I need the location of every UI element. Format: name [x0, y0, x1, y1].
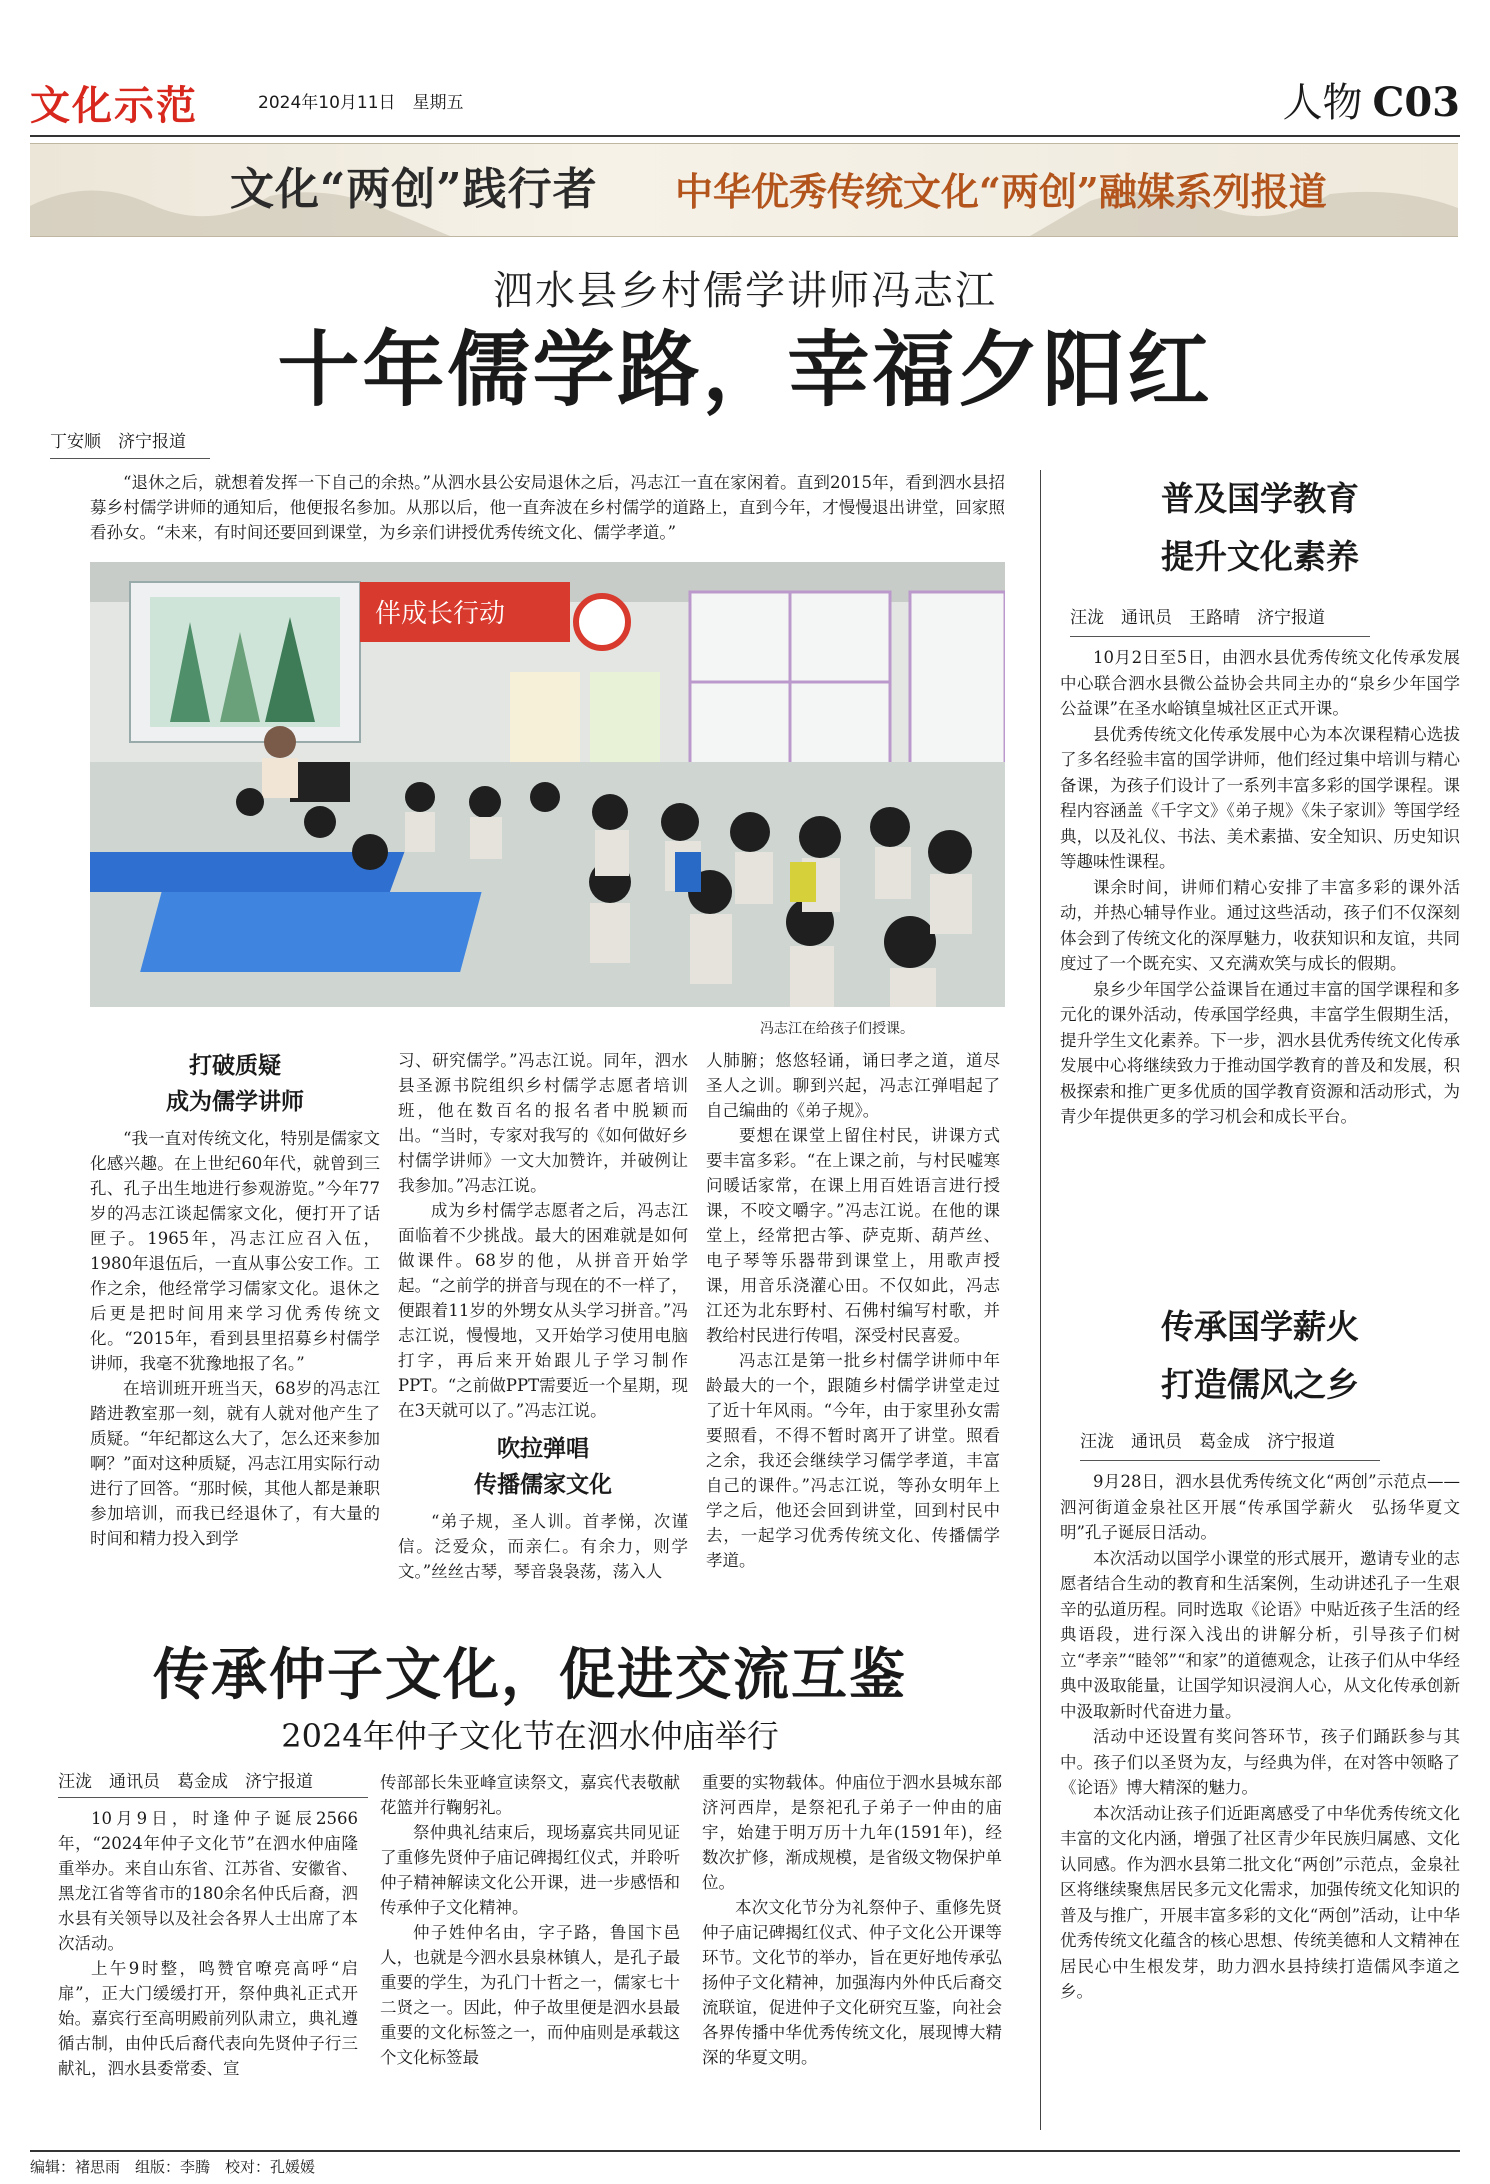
side1-byline: 汪泷 通讯员 王路晴 济宁报道 [1070, 608, 1325, 628]
story2-column-1 [58, 1806, 358, 2081]
photo-banner-text: 伴成长行动 [375, 599, 506, 629]
issue-date: 2024年10月11日 星期五 [258, 93, 464, 113]
story2-column-3 [702, 1770, 1002, 2070]
lead-column-2 [398, 1048, 688, 1584]
story2-paragraph: 祭仲典礼结束后，现场嘉宾共同见证了重修先贤仲子庙记碑揭红仪式，并聆听仲子精神解读文化公开课，进一步感悟和传承仲子文化精神。 [380, 1823, 680, 1917]
col1-subhead-line1: 打破质疑 [189, 1052, 281, 1079]
lead-kicker: 泗水县乡村儒学讲师冯志江 [493, 268, 997, 314]
sidebar-story-2 [1060, 1298, 1460, 2005]
lead-byline: 丁安顺 济宁报道 [50, 432, 186, 452]
classroom-photo [90, 562, 1005, 1007]
side1-paragraph: 10月2日至5日，由泗水县优秀传统文化传承发展中心联合泗水县微公益协会共同主办的“泉乡少年国学公益课”在圣水峪镇皇城社区正式开课。 [1060, 648, 1460, 718]
side2-paragraph: 9月28日，泗水县优秀传统文化“两创”示范点——泗河街道金泉社区开展“传承国学薪火 弘扬华夏文明”孔子诞辰日活动。 [1060, 1472, 1460, 1542]
story2-paragraph: 本次文化节分为礼祭仲子、重修先贤仲子庙记碑揭红仪式、仲子文化公开课等环节。文化节的举办，旨在更好地传承弘扬仲子文化精神，加强海内外仲氏后裔交流联谊，促进仲子文化研究互鉴，向社会各界传播中华优秀传统文化，展现博大精深的华夏文明。 [702, 1898, 1002, 2067]
col2-paragraph: 习、研究儒学。”冯志江说。同年，泗水县圣源书院组织乡村儒学志愿者培训班，他在数百名的报名者中脱颖而出。“当时，专家对我写的《如何做好乡村儒学讲师》一文大加赞许，并破例让我参加。”冯志江说。 [398, 1051, 688, 1195]
lead-byline-rule [50, 458, 210, 459]
side2-paragraph: 活动中还设置有奖问答环节，孩子们踊跃参与其中。孩子们以圣贤为友，与经典为伴，在对答中领略了《论语》博大精深的魅力。 [1060, 1727, 1460, 1797]
side2-head-line1: 传承国学薪火 [1161, 1307, 1359, 1346]
story2-subhead: 2024年仲子文化节在泗水仲庙举行 [281, 1717, 779, 1755]
side1-paragraph: 县优秀传统文化传承发展中心为本次课程精心选拔了多名经验丰富的国学讲师，他们经过集中培训与精心备课，为孩子们设计了一系列丰富多彩的国学课程。课程内容涵盖《千字文》《弟子规》《朱子家训》等国学经典，以及礼仪、书法、美术素描、安全知识、历史知识等趣味性课程。 [1060, 724, 1460, 871]
series-banner [30, 143, 1458, 237]
side1-paragraph: 课余时间，讲师们精心安排了丰富多彩的课外活动，并热心辅导作业。通过这些活动，孩子们不仅深刻体会到了传统文化的深厚魅力，收获知识和友谊，共同度过了一个既充实、又充满欢笑与成长的假期。 [1060, 877, 1460, 973]
story2-paragraph: 上午9时整，鸣赞官嘹亮高呼“启扉”，正大门缓缓打开，祭仲典礼正式开始。嘉宾行至高明殿前列队肃立，典礼遵循古制，由仲氏后裔代表向先贤仲子行三献礼，泗水县委常委、宣 [58, 1959, 358, 2078]
story2-paragraph: 10月9日，时逢仲子诞辰2566年，“2024年仲子文化节”在泗水仲庙隆重举办。来自山东省、江苏省、安徽省、黑龙江省等省市的180余名仲氏后裔，泗水县有关领导以及社会各界人士出席了本次活动。 [58, 1809, 358, 1953]
side2-paragraph: 本次活动让孩子们近距离感受了中华优秀传统文化丰富的文化内涵，增强了社区青少年民族归属感、文化认同感。作为泗水县第二批文化“两创”示范点，金泉社区将继续聚焦居民多元文化需求，加强传统文化知识的普及与推广，开展丰富多彩的文化“两创”活动，让中华优秀传统文化蕴含的核心思想、传统美德和人文精神在居民心中生根发芽，助力泗水县持续打造儒风李道之乡。 [1060, 1803, 1460, 2001]
side2-byline-rule [1080, 1460, 1380, 1461]
story2-column-2 [380, 1770, 680, 2070]
story2-byline: 汪泷 通讯员 葛金成 济宁报道 [58, 1772, 313, 1792]
lead-column-1 [90, 1048, 380, 1551]
side2-paragraph: 本次活动以国学小课堂的形式展开，邀请专业的志愿者结合生动的教育和生活案例，生动讲述孔子一生艰辛的弘道历程。同时选取《论语》中贴近孩子生活的经典语段，进行深入浅出的讲解分析，引导孩子们树立“孝亲”“睦邻”“和家”的道德观念，让孩子们从中华经典中汲取能量，让国学知识浸润人心，从文化传承创新中汲取新时代奋进力量。 [1060, 1548, 1460, 1721]
page-number: C03 [1372, 79, 1460, 126]
lead-intro-text: “退休之后，就想着发挥一下自己的余热。”从泗水县公安局退休之后，冯志江一直在家闲着。直到2015年，看到泗水县招募乡村儒学讲师的通知后，他便报名参加。从那以后，他一直奔波在乡村儒学的道路上，直到今年，才慢慢退出讲堂，回家照看孙女。“未来，有时间还要回到课堂，为乡亲们讲授优秀传统文化、儒学孝道。” [90, 473, 1005, 542]
col2-paragraph: 成为乡村儒学志愿者之后，冯志江面临着不少挑战。最大的困难就是如何做课件。68岁的他，从拼音开始学起。“之前学的拼音与现在的不一样了，便跟着11岁的外甥女从头学习拼音。”冯志江说，慢慢地，又开始学习使用电脑打字，再后来开始跟儿子学习制作PPT。“之前做PPT需要近一个星期，现在3天就可以了。”冯志江说。 [398, 1201, 688, 1420]
side1-head-line2: 提升文化素养 [1161, 537, 1359, 576]
story2-byline-rule [58, 1797, 368, 1798]
sidebar-divider [1040, 470, 1041, 2130]
col3-paragraph: 人肺腑；悠悠轻诵，诵曰孝之道，道尽圣人之训。聊到兴起，冯志江弹唱起了自己编曲的《弟子规》。 [706, 1051, 1000, 1120]
col1-subhead-line2: 成为儒学讲师 [166, 1088, 304, 1115]
banner-right-title: 中华优秀传统文化“两创”融媒系列报道 [675, 169, 1327, 214]
side1-paragraph: 泉乡少年国学公益课旨在通过丰富的国学课程和多元化的课外活动，传承国学经典，丰富学生假期生活，提升学生文化素养。下一步，泗水县优秀传统文化传承发展中心将继续致力于推动国学教育的普及和发展，积极探索和推广更多优质的国学教育资源和活动形式，为青少年提供更多的学习机会和成长平台。 [1060, 979, 1460, 1126]
story2-paragraph: 重要的实物载体。仲庙位于泗水县城东部济河西岸，是祭祀孔子弟子一仲由的庙宇，始建于明万历十九年(1591年)，经数次扩修，渐成规模，是省级文物保护单位。 [702, 1773, 1002, 1892]
col1-paragraph: 在培训班开班当天，68岁的冯志江踏进教室那一刻，就有人就对他产生了质疑。“年纪都这么大了，怎么还来参加啊？”面对这种质疑，冯志江用实际行动进行了回答。“那时候，其他人都是兼职参加培训，而我已经退休了，有大量的时间和精力投入到学 [90, 1379, 380, 1548]
masthead-logo: 文化示范 [30, 83, 198, 129]
story2-paragraph: 传部部长朱亚峰宣读祭文，嘉宾代表敬献花篮并行鞠躬礼。 [380, 1773, 680, 1817]
col2-subhead-line1: 吹拉弹唱 [497, 1435, 589, 1462]
side1-byline-rule [1070, 636, 1370, 637]
classroom-illustration [90, 562, 1005, 1007]
masthead-rule [30, 135, 1460, 137]
sidebar-story-1 [1060, 470, 1460, 1130]
story2-headline: 传承仲子文化，促进交流互鉴 [153, 1642, 907, 1708]
footer-rule [30, 2150, 1460, 2152]
photo-caption: 冯志江在给孩子们授课。 [760, 1021, 914, 1037]
col2-subhead-line2: 传播儒家文化 [474, 1471, 612, 1498]
col2b-paragraph: “弟子规，圣人训。首孝悌，次谨信。泛爱众，而亲仁。有余力，则学文。”丝丝古琴，琴音袅袅荡，荡入人 [398, 1512, 688, 1581]
lead-headline: 十年儒学路，幸福夕阳红 [277, 322, 1213, 418]
col3-paragraph: 要想在课堂上留住村民，讲课方式要丰富多彩。“在上课之前，与村民嘘寒问暖话家常，在课上用百姓语言进行授课，不咬文嚼字。”冯志江说。在他的课堂上，经常把古筝、萨克斯、葫芦丝、电子琴等乐器带到课堂上，用歌声授课，用音乐浇灌心田。不仅如此，冯志江还为北东野村、石佛村编写村歌，并教给村民进行传唱，深受村民喜爱。 [706, 1126, 1000, 1345]
col3-paragraph: 冯志江是第一批乡村儒学讲师中年龄最大的一个，跟随乡村儒学讲堂走过了近十年风雨。“今年，由于家里孙女需要照看，不得不暂时离开了讲堂。照看之余，我还会继续学习儒学孝道，丰富自己的课件。”冯志江说，等孙女明年上学之后，他还会回到讲堂，回到村民中去，一起学习优秀传统文化、传播儒学孝道。 [706, 1351, 1000, 1570]
lead-column-3 [706, 1048, 1000, 1573]
section-name: 人物 [1282, 80, 1363, 126]
side2-head-line2: 打造儒风之乡 [1161, 1365, 1359, 1404]
page-section [1283, 78, 1461, 128]
side2-byline: 汪泷 通讯员 葛金成 济宁报道 [1080, 1432, 1335, 1452]
col1-paragraph: “我一直对传统文化，特别是儒家文化感兴趣。在上世纪60年代，就曾到三孔、孔子出生地进行参观游览。”今年77岁的冯志江谈起儒家文化，便打开了话匣子。1965年，冯志江应召入伍，1980年退伍后，一直从事公安工作。工作之余，他经常学习儒家文化。退休之后更是把时间用来学习优秀传统文化。“2015年，看到县里招募乡村儒学讲师，我毫不犹豫地报了名。” [90, 1129, 380, 1373]
story2-paragraph: 仲子姓仲名由，字子路，鲁国卞邑人，也就是今泗水县泉林镇人，是孔子最重要的学生，为孔门十哲之一，儒家七十二贤之一。因此，仲子故里便是泗水县最重要的文化标签之一，而仲庙则是承载这个文化标签最 [380, 1923, 680, 2067]
banner-left-title: 文化“两创”践行者 [230, 164, 598, 215]
side1-head-line1: 普及国学教育 [1161, 479, 1359, 518]
footer-credits: 编辑：褚思雨 组版：李腾 校对：孔媛媛 [30, 2158, 316, 2176]
lead-intro [90, 470, 1005, 545]
